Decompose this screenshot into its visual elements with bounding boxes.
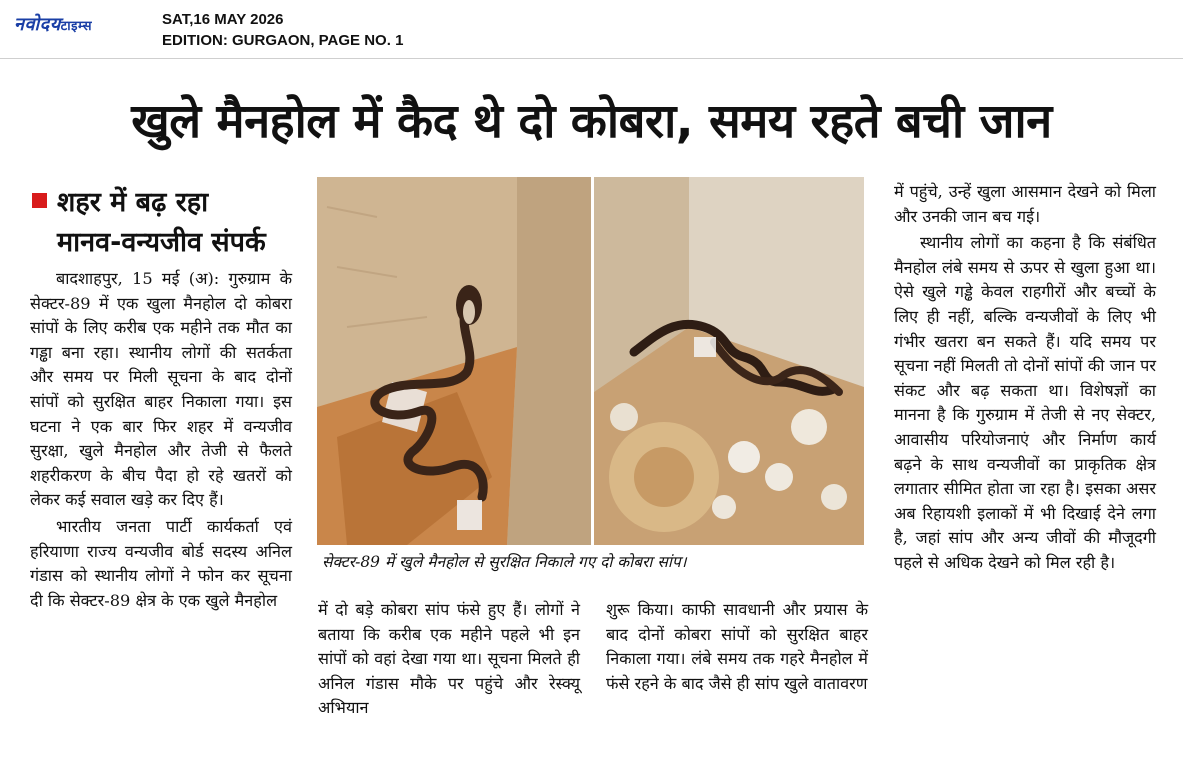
- header-divider: [0, 58, 1183, 59]
- red-bullet-icon: [32, 193, 47, 208]
- column-1-paragraph-1: बादशाहपुर, 15 मई (अ): गुरुग्राम के सेक्टर-89 में एक खुला मैनहोल दो कोबरा सांपों के लिए करीब एक महीने तक मौत का गड्ढा बना रहा। स्थानीय लोगों की सतर्कता और समय पर मिली सूचना के बाद दोनों सांपों को सुरक्षित बाहर निकाला गया। इस घटना ने एक बार फिर शहर में वन्यजीव सुरक्षा, खुले मैनहोल और तेजी से फैलते शहरीकरण के बीच पैदा हो रहे खतरों को लेकर कई सवाल खड़े कर दिए हैं।: [30, 269, 292, 510]
- logo-main-text: नवोदय: [14, 14, 61, 35]
- photo-caption: सेक्टर-89 में खुले मैनहोल से सुरक्षित निकाले गए दो कोबरा सांप।: [322, 553, 687, 571]
- masthead-bar: [0, 0, 1183, 58]
- article-column-1: [30, 267, 292, 613]
- article-subheading: [32, 183, 266, 263]
- subheading-line-2: मानव-वन्यजीव संपर्क: [57, 227, 266, 258]
- edition-info: [162, 9, 403, 51]
- subheading-line-1: शहर में बढ़ रहा: [57, 187, 209, 218]
- newspaper-logo[interactable]: [14, 12, 92, 36]
- cobra-photo-right: [594, 177, 864, 545]
- column-2-paragraph: में दो बड़े कोबरा सांप फंसे हुए हैं। लोगों ने बताया कि करीब एक महीने पहले भी इन सांपों को वहां देखा गया था। सूचना मिलते ही अनिल गंडास मौके पर पहुंचे और रेस्क्यू अभियान: [318, 600, 580, 718]
- logo-sub-text: टाइम्स: [60, 19, 92, 34]
- column-1-paragraph-2: भारतीय जनता पार्टी कार्यकर्ता एवं हरियाणा राज्य वन्यजीव बोर्ड सदस्य अनिल गंडास को स्थानीय लोगों ने फोन कर सूचना दी कि सेक्टर-89 क्षेत्र के एक खुले मैनहोल: [30, 516, 292, 610]
- column-4-paragraph-1: में पहुंचे, उन्हें खुला आसमान देखने को मिला और उनकी जान बच गई।: [894, 182, 1156, 226]
- cobra-photo-left-illustration: [317, 177, 591, 545]
- column-3-paragraph: शुरू किया। काफी सावधानी और प्रयास के बाद दोनों कोबरा सांपों को सुरक्षित बाहर निकाला गया। लंबे समय तक गहरे मैनहोल में फंसे रहने के बाद जैसे ही सांप खुले वातावरण: [606, 600, 868, 693]
- article-column-4: [894, 180, 1156, 576]
- article-headline: खुले मैनहोल में कैद थे दो कोबरा, समय रहते बची जान: [131, 94, 1052, 149]
- article-column-2: [318, 598, 580, 721]
- cobra-photo-left: [317, 177, 591, 545]
- cobra-photo-right-illustration: [594, 177, 864, 545]
- column-4-paragraph-2: स्थानीय लोगों का कहना है कि संबंधित मैनहोल लंबे समय से ऊपर से खुला हुआ था। ऐसे खुले गड्ढे केवल राहगीरों और बच्चों के लिए ही नहीं, बल्कि वन्यजीवों के लिए भी गंभीर खतरा बन सकते हैं। यदि समय पर सूचना नहीं मिलती तो दोनों सांपों की जान पर संकट और बढ़ सकता था। विशेषज्ञों का मानना है कि गुरुग्राम में तेजी से नए सेक्टर, आवासीय परियोजनाएं और निर्माण कार्य बढ़ने के साथ वन्यजीवों का प्राकृतिक क्षेत्र लगातार सीमित होता जा रहा है। इसका असर अब रिहायशी इलाकों में भी दिखाई देने लगा है, जहां सांप और अन्य जीवों की मौजूदगी पहले से अधिक देखने को मिल रही है।: [894, 233, 1156, 572]
- publication-date: SAT,16 MAY 2026: [162, 11, 284, 28]
- article-column-3: [606, 598, 868, 696]
- edition-page: EDITION: GURGAON, PAGE NO. 1: [162, 32, 404, 49]
